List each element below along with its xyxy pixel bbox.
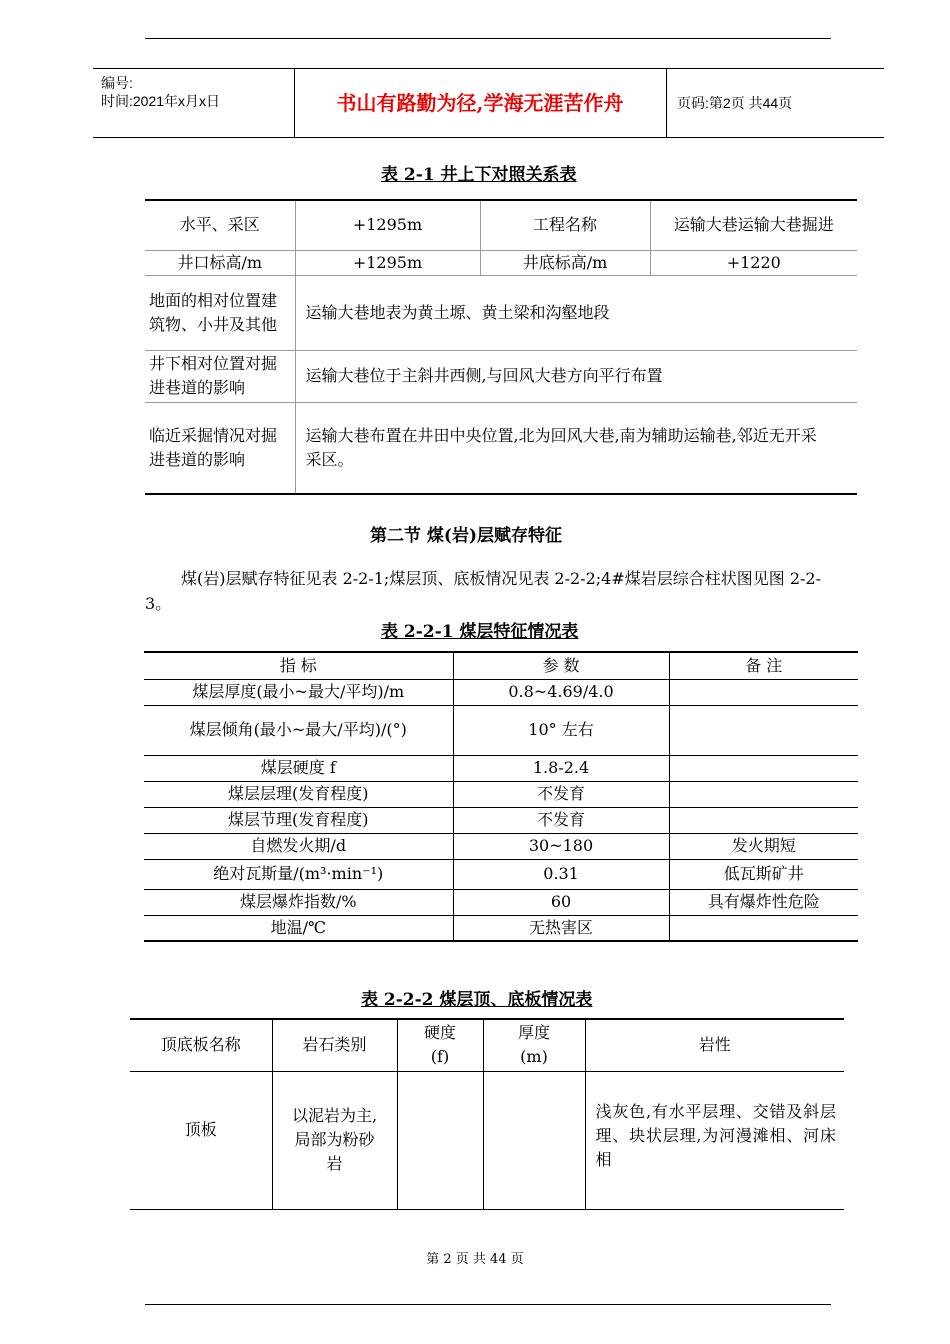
table-row (144, 679, 858, 705)
top-rule (145, 38, 831, 39)
table-cell: 0.8~4.69/4.0 (453, 679, 669, 705)
column-header: 厚度(m) (483, 1019, 585, 1071)
table2-title: 表 2-2-1 煤层特征情况表 (381, 622, 579, 642)
table-row (144, 833, 858, 859)
section-paragraph: 煤(岩)层赋存特征见表 2-2-1;煤层顶、底板情况见表 2-2-2;4#煤岩层综合柱状图见图 2-2-3。 (145, 569, 821, 613)
table-row (144, 781, 858, 807)
table-well-correspondence (145, 199, 857, 495)
table-cell: 1.8-2.4 (453, 755, 669, 781)
table-cell: 煤层倾角(最小~最大/平均)/(°) (144, 705, 453, 755)
table-cell: 绝对瓦斯量/(m³·min⁻¹) (144, 859, 453, 889)
table-row (145, 250, 857, 275)
table-row (144, 705, 858, 755)
table-cell: 煤层爆炸指数/% (144, 889, 453, 915)
table-cell (483, 1071, 585, 1209)
table-cell (397, 1071, 483, 1209)
table-cell: 运输大巷布置在井田中央位置,北为回风大巷,南为辅助运输巷,邻近无开采采区。 (295, 402, 857, 494)
table-cell (669, 705, 858, 755)
table-coal-seam-features (144, 651, 858, 942)
table-roof-floor (130, 1018, 844, 1210)
section-heading: 第二节 煤(岩)层赋存特征 (370, 526, 563, 546)
table-cell: 工程名称 (480, 200, 650, 250)
header-page-label: 页码:第2页 共44页 (677, 95, 793, 111)
table-row (130, 1071, 844, 1209)
table-cell: 无热害区 (453, 915, 669, 941)
table-cell: 浅灰色,有水平层理、交错及斜层理、块状层理,为河漫滩相、河床相 (585, 1071, 844, 1209)
table-header-row (130, 1019, 844, 1071)
page-footer: 第 2 页 共 44 页 (426, 1252, 524, 1267)
table-cell: 自燃发火期/d (144, 833, 453, 859)
table-row (144, 915, 858, 941)
table-cell: 井底标高/m (480, 250, 650, 275)
table3-title: 表 2-2-2 煤层顶、底板情况表 (361, 990, 593, 1010)
table-cell: 0.31 (453, 859, 669, 889)
table-cell: 井口标高/m (145, 250, 295, 275)
table-cell: 煤层硬度 f (144, 755, 453, 781)
date-label: 时间:2021年x月x日 (101, 93, 221, 109)
table-cell: 顶板 (130, 1071, 272, 1209)
number-label: 编号: (101, 75, 133, 91)
table-cell (669, 781, 858, 807)
table-row (145, 275, 857, 350)
table-row (145, 350, 857, 402)
header-motto: 书山有路勤为径,学海无涯苦作舟 (294, 69, 667, 137)
table-row (144, 807, 858, 833)
table-header-row (144, 652, 858, 679)
bottom-rule (145, 1304, 831, 1305)
table-cell: 10° 左右 (453, 705, 669, 755)
column-header: 参 数 (453, 652, 669, 679)
column-header: 备 注 (669, 652, 858, 679)
table-cell: 煤层节理(发育程度) (144, 807, 453, 833)
page-header (93, 68, 884, 138)
table-cell: 60 (453, 889, 669, 915)
column-header: 顶底板名称 (160, 1035, 241, 1055)
table-cell: +1295m (295, 200, 480, 250)
table-cell: 地面的相对位置建筑物、小井及其他 (145, 275, 295, 350)
column-header: 硬度(f) (397, 1019, 483, 1071)
table-cell: 30~180 (453, 833, 669, 859)
table-cell: 发火期短 (669, 833, 858, 859)
table-cell (669, 807, 858, 833)
column-header: 指 标 (144, 652, 453, 679)
table-cell: 运输大巷位于主斜井西侧,与回风大巷方向平行布置 (295, 350, 857, 402)
table-row (144, 859, 858, 889)
table-cell: +1295m (295, 250, 480, 275)
table-row (145, 402, 857, 494)
table-cell: 以泥岩为主,局部为粉砂岩 (272, 1071, 397, 1209)
table-cell: 低瓦斯矿井 (669, 859, 858, 889)
table-cell (669, 679, 858, 705)
table-cell: 地温/℃ (144, 915, 453, 941)
table-cell: 煤层厚度(最小~最大/平均)/m (144, 679, 453, 705)
table-cell: 水平、采区 (179, 215, 260, 235)
table-cell (669, 755, 858, 781)
table-cell: 具有爆炸性危险 (669, 889, 858, 915)
column-header: 岩性 (585, 1019, 844, 1071)
table-row (144, 755, 858, 781)
table-cell: 临近采掘情况对掘进巷道的影响 (145, 402, 295, 494)
column-header: 岩石类别 (272, 1019, 397, 1071)
table-cell: 运输大巷运输大巷掘进 (650, 200, 857, 250)
table-row (144, 889, 858, 915)
table-cell: 井下相对位置对掘进巷道的影响 (145, 350, 295, 402)
table1-title: 表 2-1 井上下对照关系表 (381, 165, 577, 185)
table-row (145, 200, 857, 250)
header-info-cell (93, 69, 295, 137)
table-cell: 运输大巷地表为黄土塬、黄土梁和沟壑地段 (295, 275, 857, 350)
table-cell (669, 915, 858, 941)
table-cell: 不发育 (453, 781, 669, 807)
table-cell: 不发育 (453, 807, 669, 833)
table-cell: 煤层层理(发育程度) (144, 781, 453, 807)
table-cell: +1220 (650, 250, 857, 275)
